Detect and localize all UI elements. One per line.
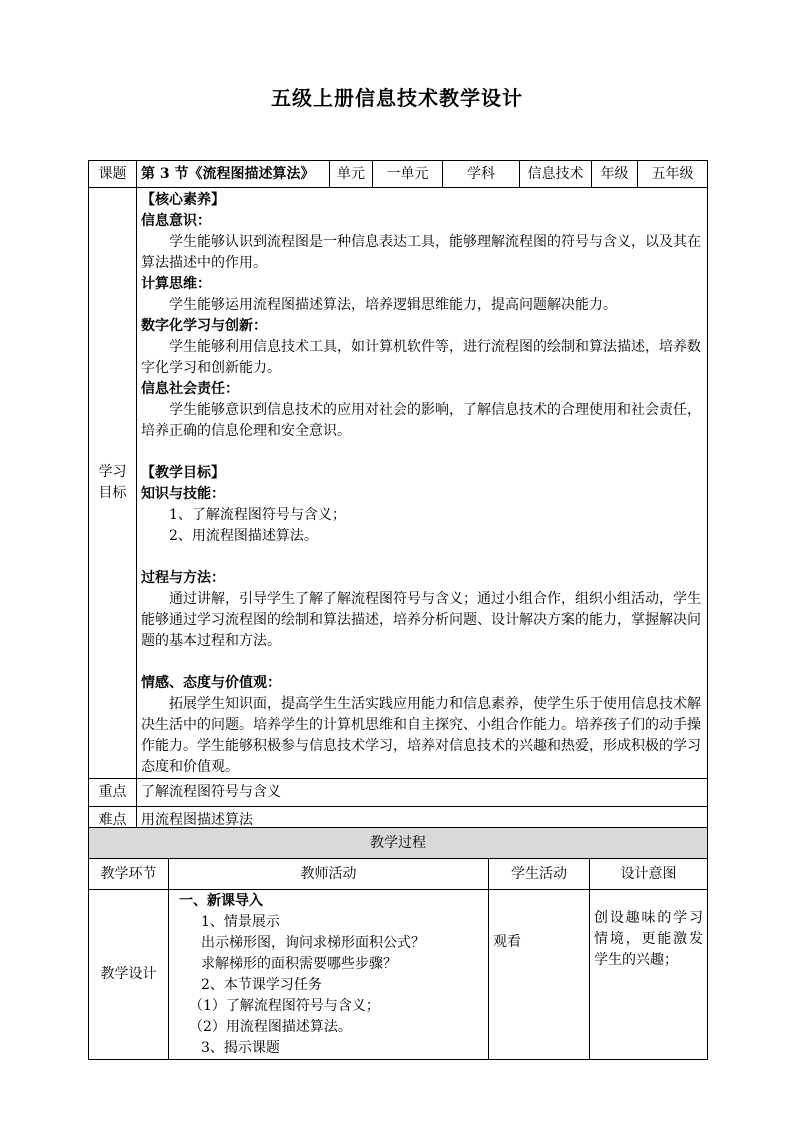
core-text-society: 学生能够意识到信息技术的应用对社会的影响，了解信息技术的合理使用和社会责任，培养正确的信息伦理和安全意识。: [141, 402, 701, 439]
col-teacher: 教师活动: [169, 859, 489, 890]
col-intent: 设计意图: [590, 859, 708, 890]
page-title: 五级上册信息技术教学设计: [271, 86, 523, 110]
course-value: 第 3 节《流程图描述算法》: [137, 161, 330, 188]
teacher-line: 3、揭示课题: [201, 1040, 280, 1056]
spacer: [141, 547, 703, 568]
design-teacher: [169, 890, 489, 1060]
unit-label: 单元: [330, 161, 373, 188]
core-text-info: 学生能够认识到流程图是一种信息表达工具，能够理解流程图的符号与含义，以及其在算法描述中的作用。: [141, 234, 701, 271]
core-title-society: 信息社会责任：: [141, 381, 239, 397]
core-title-computing: 计算思维：: [141, 276, 211, 292]
knowledge-item: 2、用流程图描述算法。: [169, 528, 318, 544]
key-point-label: 重点: [89, 779, 137, 807]
process-section-header: 教学过程: [89, 828, 708, 859]
teacher-heading: 一、新课导入: [179, 893, 263, 909]
teacher-line: 2、本节课学习任务: [201, 977, 322, 993]
objectives-row: [89, 188, 708, 779]
design-row: [89, 890, 708, 1060]
col-student: 学生活动: [489, 859, 590, 890]
lesson-info-table: [88, 160, 708, 835]
grade-value: 五年级: [638, 161, 708, 188]
teacher-line: 求解梯形的面积需要哪些步骤？: [201, 956, 397, 972]
core-title-digital: 数字化学习与创新：: [141, 318, 267, 334]
process-columns-row: [89, 859, 708, 890]
key-point-row: [89, 779, 708, 807]
difficulty-label: 难点: [89, 807, 137, 835]
objectives-label: [89, 188, 137, 779]
core-text-computing: 学生能够运用流程图描述算法，培养逻辑思维能力，提高问题解决能力。: [169, 297, 617, 313]
emotion-text: 拓展学生知识面，提高学生生活实践应用能力和信息素养，使学生乐于使用信息技术解决生活中的问题。培养学生的计算机思维和自主探究、小组合作能力。培养孩子们的动手操作能力。学生能够积极参与信息技术学习，培养对信息技术的兴趣和热爱，形成积极的学习态度和价值观。: [141, 696, 701, 775]
design-student: 观看: [489, 890, 590, 1060]
process-text: 通过讲解，引导学生了解了解流程图符号与含义；通过小组合作，组织小组活动，学生能够通过学习流程图的绘制和算法描述，培养分析问题、设计解决方案的能力，掌握解决问题的基本过程和方法。: [141, 591, 701, 649]
goal-heading: 【教学目标】: [141, 465, 225, 481]
teacher-line: 1、情景展示: [201, 914, 280, 930]
design-stage: 教学设计: [89, 890, 169, 1060]
info-row: [89, 161, 708, 188]
subject-value: 信息技术: [520, 161, 592, 188]
teacher-line: （2）用流程图描述算法。: [189, 1019, 352, 1035]
course-label: 课题: [89, 161, 137, 188]
process-header-row: [89, 828, 708, 859]
difficulty-value: 用流程图描述算法: [137, 807, 708, 835]
spacer: [141, 652, 703, 673]
core-heading: 【核心素养】: [141, 192, 225, 208]
knowledge-item: 1、了解流程图符号与含义；: [169, 507, 346, 523]
teaching-process-table: [88, 827, 708, 1060]
objectives-content: [137, 188, 708, 779]
key-point-value: 了解流程图符号与含义: [137, 779, 708, 807]
core-text-digital: 学生能够利用信息技术工具，如计算机软件等，进行流程图的绘制和算法描述，培养数字化学习和创新能力。: [141, 339, 701, 376]
design-intent: 创设趣味的学习情境，更能激发学生的兴趣；: [590, 890, 708, 1060]
grade-label: 年级: [592, 161, 638, 188]
spacer: [141, 442, 703, 463]
unit-value: 一单元: [373, 161, 443, 188]
process-title: 过程与方法：: [141, 570, 225, 586]
col-stage: 教学环节: [89, 859, 169, 890]
subject-label: 学科: [443, 161, 520, 188]
emotion-title: 情感、态度与价值观：: [141, 675, 281, 691]
objectives-label-line2: 目标: [98, 485, 127, 501]
objectives-label-line1: 学习: [98, 464, 127, 480]
core-title-info: 信息意识：: [141, 213, 211, 229]
teacher-line: 出示梯形图，询问求梯形面积公式？: [201, 935, 425, 951]
knowledge-title: 知识与技能：: [141, 486, 225, 502]
teacher-line: （1）了解流程图符号与含义；: [189, 998, 380, 1014]
